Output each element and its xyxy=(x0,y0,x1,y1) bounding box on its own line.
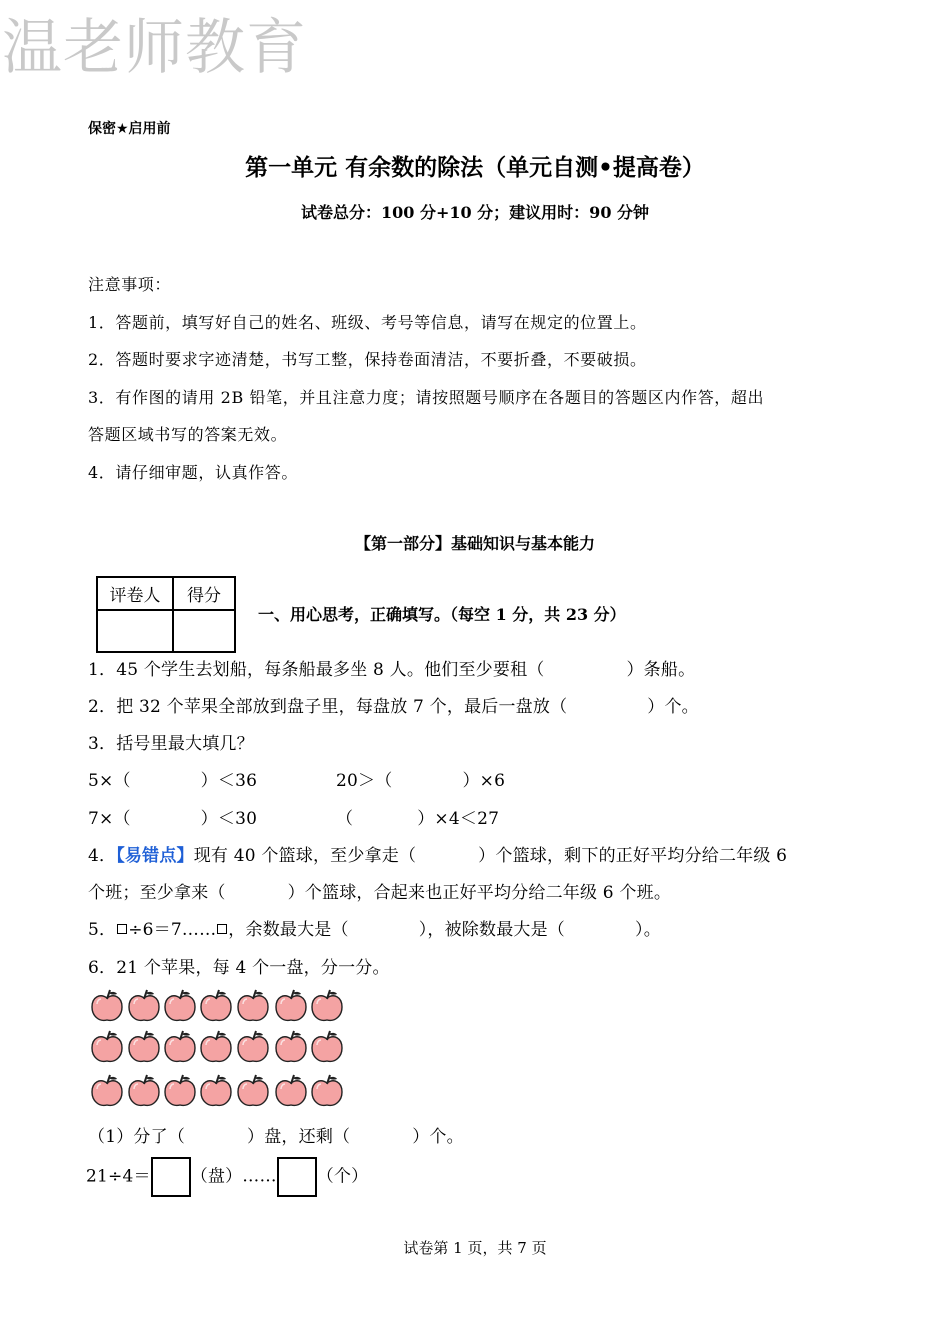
notes-heading: 注意事项： xyxy=(88,275,172,294)
apple-icon xyxy=(274,1029,308,1065)
apple-icon xyxy=(199,988,233,1024)
apple-icon xyxy=(163,988,197,1024)
page-footer: 试卷第 1 页，共 7 页 xyxy=(403,1239,547,1257)
question-text: ）个篮球，合起来也正好平均分给二年级 6 个班。 xyxy=(287,883,672,903)
question-text: ）个。 xyxy=(647,697,699,717)
question-1 xyxy=(88,655,695,680)
question-text: （盘）…… xyxy=(190,1166,277,1187)
question-text: ）盘，还剩（ xyxy=(247,1127,351,1147)
watermark: 温老师教育 xyxy=(2,13,307,83)
apple-icon xyxy=(163,1029,197,1065)
question-text: （ xyxy=(336,809,354,829)
apple-icon xyxy=(163,1073,197,1109)
section-title: 一、用心思考，正确填写。（每空 1 分，共 23 分） xyxy=(258,605,626,624)
question-6: 6．21 个苹果，每 4 个一盘，分一分。 xyxy=(88,958,390,978)
confidential-label: 保密★启用前 xyxy=(88,121,171,137)
question-text: ）＜30 xyxy=(200,809,258,829)
exam-info: 试卷总分：100 分+10 分；建议用时：90 分钟 xyxy=(300,203,650,222)
question-text: 7×（ xyxy=(88,809,131,829)
question-3-line-2a xyxy=(88,804,257,829)
question-text: 2．把 32 个苹果全部放到盘子里，每盘放 7 个，最后一盘放（ xyxy=(88,697,568,717)
question-text: ÷6＝7…… xyxy=(128,920,217,940)
note-item: 2．答题时要求字迹清楚，书写工整，保持卷面清洁，不要折叠，不要破损。 xyxy=(88,350,647,369)
apple-icon xyxy=(274,1073,308,1109)
page-title: 第一单元 有余数的除法（单元自测•提高卷） xyxy=(245,155,705,181)
question-3-line-2b xyxy=(336,804,499,829)
question-text: ）＜36 xyxy=(200,771,258,791)
question-text: ）个篮球，剩下的正好平均分给二年级 6 xyxy=(478,846,788,866)
note-item: 答题区域书写的答案无效。 xyxy=(88,425,288,444)
square-placeholder-icon xyxy=(217,924,227,934)
notes-section xyxy=(88,266,764,491)
square-placeholder-icon xyxy=(117,924,127,934)
question-text: 21÷4＝ xyxy=(86,1166,151,1187)
question-text: （1）分了（ xyxy=(88,1127,186,1147)
question-5 xyxy=(88,915,661,940)
question-text: ）个。 xyxy=(412,1127,464,1147)
question-2 xyxy=(88,692,699,717)
question-text: （个） xyxy=(316,1166,369,1187)
error-prone-tag: 【易错点】 xyxy=(116,846,194,866)
question-4-cont xyxy=(88,878,671,903)
apple-icon xyxy=(236,1029,270,1065)
apple-icon xyxy=(236,1073,270,1109)
question-text: 个班；至少拿来（ xyxy=(88,883,226,903)
question-text: 1．45 个学生去划船，每条船最多坐 8 人。他们至少要租（ xyxy=(88,660,545,680)
score-header: 得分 xyxy=(173,577,235,610)
question-text: 5×（ xyxy=(88,771,131,791)
apple-icon xyxy=(199,1073,233,1109)
question-3-line-1b xyxy=(336,766,505,791)
question-4 xyxy=(88,841,787,866)
question-6-equation xyxy=(86,1157,368,1197)
answer-box[interactable] xyxy=(277,1157,317,1197)
question-text: ）×4＜27 xyxy=(417,809,500,829)
apple-icon xyxy=(310,1073,344,1109)
question-3-line-1a xyxy=(88,766,257,791)
note-item: 1．答题前，填写好自己的姓名、班级、考号等信息，请写在规定的位置上。 xyxy=(88,312,647,332)
apple-icon xyxy=(274,988,308,1024)
answer-box[interactable] xyxy=(151,1157,191,1197)
question-text: ）。 xyxy=(635,920,661,940)
question-text: 20＞（ xyxy=(336,771,393,791)
question-number: 4． xyxy=(88,846,117,866)
score-cell[interactable] xyxy=(173,610,235,652)
apple-icon xyxy=(90,1029,124,1065)
apple-icon xyxy=(127,1029,161,1065)
apple-icon xyxy=(127,988,161,1024)
question-text: 5． xyxy=(88,920,117,940)
question-text: 现有 40 个篮球，至少拿走（ xyxy=(193,846,417,866)
apple-icon xyxy=(310,988,344,1024)
grader-cell[interactable] xyxy=(97,610,173,652)
part-title: 【第一部分】基础知识与基本能力 xyxy=(354,534,595,553)
question-6-part-1 xyxy=(88,1122,464,1147)
question-text: ，余数最大是（ xyxy=(228,920,349,940)
question-text: ）条船。 xyxy=(626,660,696,680)
note-item: 4．请仔细审题，认真作答。 xyxy=(88,462,298,482)
question-3: 3．括号里最大填几？ xyxy=(88,734,254,754)
apple-icon xyxy=(90,1073,124,1109)
apple-icon xyxy=(236,988,270,1024)
apple-icon xyxy=(199,1029,233,1065)
question-text: ），被除数最大是（ xyxy=(418,920,566,940)
score-table xyxy=(96,576,236,653)
note-item: 3．有作图的请用 2B 铅笔，并且注意力度；请按照题号顺序在各题目的答题区内作答，超出 xyxy=(88,387,765,407)
apple-icon xyxy=(310,1029,344,1065)
question-text: ）×6 xyxy=(462,771,506,791)
apple-icon xyxy=(90,988,124,1024)
apple-icon xyxy=(127,1073,161,1109)
grader-header: 评卷人 xyxy=(97,577,173,610)
